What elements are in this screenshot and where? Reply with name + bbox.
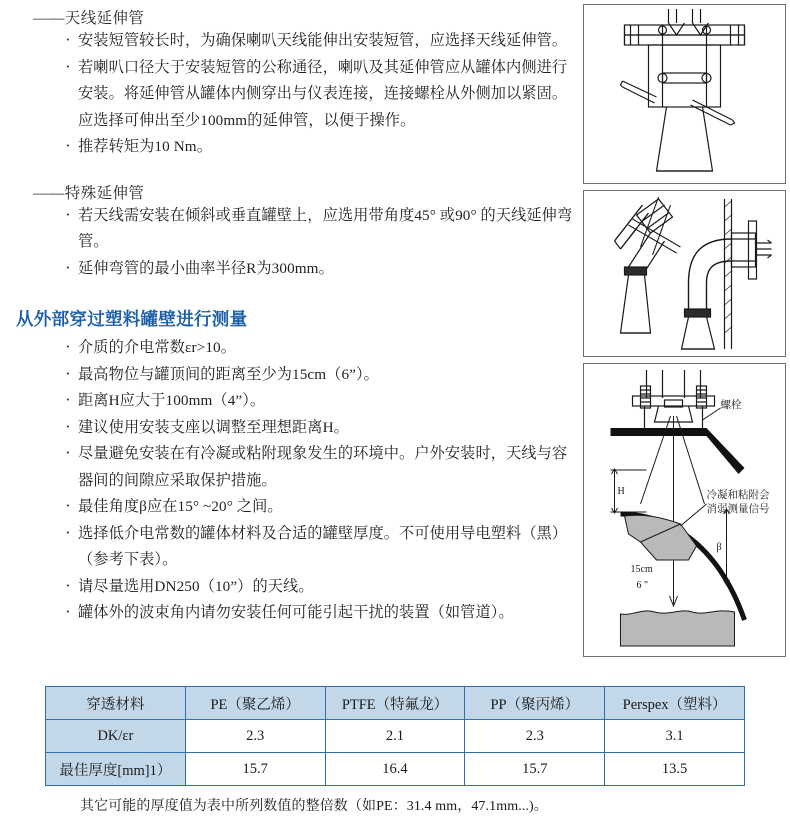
list-item-text: · 罐体外的波束角内请勿安装任何可能引起干扰的装置（如管道）。 xyxy=(78,604,514,621)
list-item-text: · 最佳角度β应在15° ~20° 之间。 xyxy=(78,498,283,515)
product-level xyxy=(621,611,735,646)
section-heading-antenna-extension: ——天线延伸管 xyxy=(33,10,145,27)
dimension-label-h: H xyxy=(617,486,625,497)
list-item xyxy=(66,134,574,161)
diagram-plastic-wall-svg xyxy=(584,364,785,656)
table-header-cell: PP（聚丙烯） xyxy=(465,687,605,720)
table-cell: 2.1 xyxy=(325,720,465,753)
table-cell: 15.7 xyxy=(185,753,325,786)
table-header-cell: Perspex（塑料） xyxy=(605,687,745,720)
list-item xyxy=(66,521,574,574)
list-item-text: · 推荐转矩为10 Nm。 xyxy=(78,138,212,155)
table-row-header xyxy=(46,687,745,720)
list-item xyxy=(66,574,574,601)
list-item xyxy=(66,362,574,389)
material-table-wrapper xyxy=(45,686,745,786)
penetration-material-table xyxy=(45,686,745,786)
diagram-angled-bends-svg xyxy=(584,191,785,356)
list-item-text: · 请尽量选用DN250（10”）的天线。 xyxy=(78,577,314,595)
table-cell: 3.1 xyxy=(605,720,745,753)
dimension-label-beta: β xyxy=(716,542,722,553)
label-distance-inch: 6 " xyxy=(636,580,649,591)
list-item xyxy=(66,600,574,627)
table-header-cell: 穿透材料 xyxy=(46,687,186,720)
table-header-cell: PE（聚乙烯） xyxy=(185,687,325,720)
table-header-cell: PTFE（特氟龙） xyxy=(325,687,465,720)
table-cell: 13.5 xyxy=(605,753,745,786)
table-cell: 16.4 xyxy=(325,753,465,786)
bullet-list-special-extension xyxy=(0,203,578,283)
table-row xyxy=(46,753,745,786)
list-item-text: · 若喇叭口径大于安装短管的公称通径，喇叭及其延伸管应从罐体内侧进行安装。将延伸管从罐体内侧穿出与仪表连接，连接螺栓从外侧加以紧固。应选择可伸出至少100mm的延伸管，以便于操作。 xyxy=(78,58,568,129)
table-row-label: DK/εr xyxy=(46,720,186,753)
label-condensation-line2: 消弱测量信号 xyxy=(706,503,770,515)
list-item xyxy=(66,256,574,283)
list-item-text: · 尽量避免安装在有冷凝或粘附现象发生的环境中。户外安装时，天线与容器间的间隙应采取保护措施。 xyxy=(78,445,568,489)
figure-column xyxy=(583,4,786,657)
bullet-list-plastic-wall xyxy=(0,335,578,627)
list-item-text: · 选择低介电常数的罐体材料及合适的罐壁厚度。不可使用导电塑料（黑）（参考下表）。 xyxy=(78,524,568,568)
list-item xyxy=(66,55,574,135)
list-item xyxy=(66,494,574,521)
table-cell: 2.3 xyxy=(465,720,605,753)
label-condensation-line1: 冷凝和粘附会 xyxy=(706,489,770,501)
table-row xyxy=(46,720,745,753)
list-item xyxy=(66,203,574,256)
mounting-plate xyxy=(611,428,707,436)
list-item-text: · 距离H应大于100mm（4”）。 xyxy=(78,392,266,409)
list-item xyxy=(66,335,574,362)
list-item-text: · 介质的介电常数εr>10。 xyxy=(78,339,236,356)
label-distance-cm: 15cm xyxy=(630,564,653,575)
list-item xyxy=(66,388,574,415)
table-cell: 2.3 xyxy=(185,720,325,753)
list-item xyxy=(66,28,574,55)
section-heading-special-extension: ——特殊延伸管 xyxy=(33,184,145,202)
list-item-text: · 安装短管较长时，为确保喇叭天线能伸出安装短管，应选择天线延伸管。 xyxy=(78,32,568,49)
table-footnote: 其它可能的厚度值为表中所列数值的整倍数（如PE：31.4 mm，47.1mm...)。 xyxy=(80,799,548,814)
table-row-label: 最佳厚度[mm]1） xyxy=(46,753,186,786)
list-item-text: · 若天线需安装在倾斜或垂直罐壁上，应选用带角度45° 或90° 的天线延伸弯管。 xyxy=(78,206,573,250)
table-cell: 15.7 xyxy=(465,753,605,786)
label-bolt: 螺栓 xyxy=(720,399,742,411)
list-item-text: · 最高物位与罐顶间的距离至少为15cm（6”）。 xyxy=(78,365,379,383)
page-title-plastic-wall-measurement: 从外部穿过塑料罐壁进行测量 xyxy=(16,310,248,330)
list-item-text: · 建议使用安装支座以调整至理想距离H。 xyxy=(78,418,349,436)
figure-angled-extension-bends xyxy=(583,190,786,357)
list-item xyxy=(66,415,574,442)
figure-horn-antenna-extension xyxy=(583,4,786,184)
bullet-list-antenna-extension xyxy=(0,28,578,161)
list-item xyxy=(66,441,574,494)
diagram-horn-antenna-extension-svg xyxy=(584,5,785,183)
list-item-text: · 延伸弯管的最小曲率半径R为300mm。 xyxy=(78,259,334,277)
figure-measure-through-plastic-wall xyxy=(583,363,786,657)
mounting-plate-angled xyxy=(707,428,745,474)
